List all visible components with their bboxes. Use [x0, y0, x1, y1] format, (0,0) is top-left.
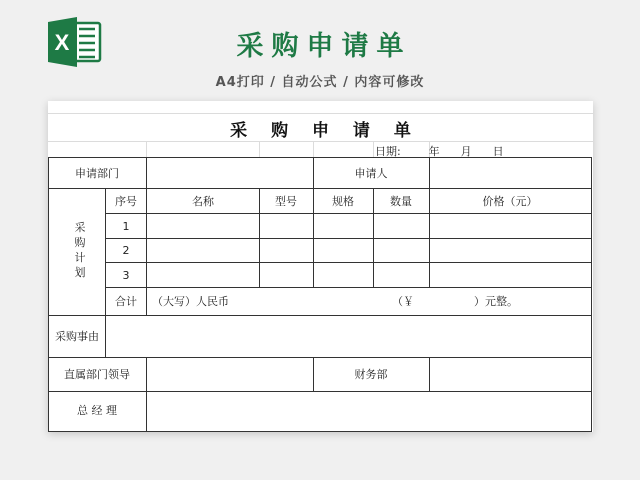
leader-label: 直属部门领导 — [64, 368, 130, 381]
finance-label: 财务部 — [354, 368, 388, 381]
dept-label: 申请部门 — [75, 167, 119, 180]
total-label: 合计 — [115, 295, 137, 308]
finance-signature[interactable] — [430, 358, 592, 391]
col-header-model: 型号 — [275, 195, 297, 208]
excel-icon-letter: X — [54, 30, 70, 55]
col-header-seq: 序号 — [115, 195, 137, 208]
reason-input[interactable] — [106, 316, 592, 357]
applicant-label: 申请人 — [354, 167, 388, 180]
spreadsheet-sheet — [48, 101, 593, 432]
row-number: 1 — [122, 220, 130, 233]
col-header-spec: 规格 — [332, 195, 354, 208]
gm-label: 总 经 理 — [77, 404, 117, 417]
col-header-name: 名称 — [192, 195, 214, 208]
banner-title: 采购申请单 — [236, 31, 412, 62]
reason-label: 采购事由 — [55, 330, 99, 343]
applicant-input[interactable] — [430, 158, 592, 188]
gm-signature[interactable] — [147, 392, 592, 432]
total-amount-words: （大写）人民币 — [152, 295, 229, 308]
date-line: 日期: 年 月 日 — [375, 145, 504, 158]
purchase-plan-label: 采购计划 — [74, 221, 86, 279]
total-amount-end: ）元整。 — [474, 295, 518, 308]
row-number: 2 — [122, 244, 130, 257]
total-amount-yen: （￥ — [392, 295, 414, 308]
col-header-price: 价格（元） — [482, 195, 538, 208]
col-header-qty: 数量 — [390, 195, 412, 208]
dept-input[interactable] — [147, 158, 313, 188]
leader-signature[interactable] — [147, 358, 313, 391]
banner-subtitle: A4打印 / 自动公式 / 内容可修改 — [215, 75, 425, 90]
row-number: 3 — [122, 269, 130, 282]
form-title: 采 购 申 请 单 — [230, 121, 420, 141]
